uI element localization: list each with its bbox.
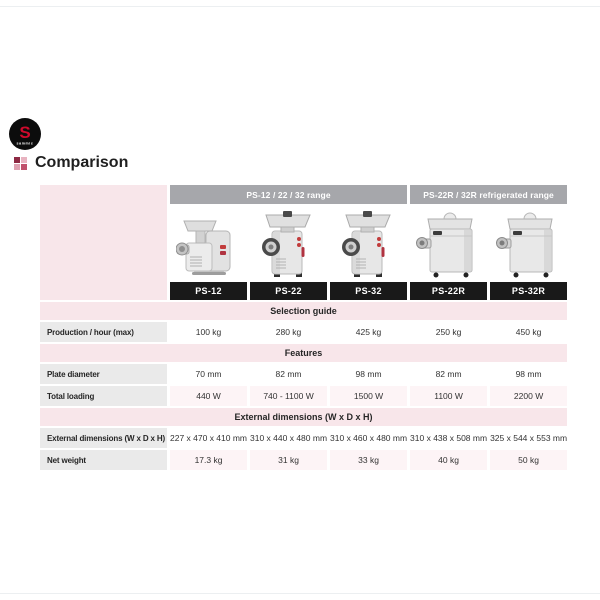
row-value: 50 kg bbox=[490, 450, 567, 470]
row-value: 1100 W bbox=[410, 386, 487, 406]
product-name-plate-ps-32: PS-32 bbox=[330, 282, 407, 300]
product-name-plate-ps-22r: PS-22R bbox=[410, 282, 487, 300]
row-value: 280 kg bbox=[250, 322, 327, 342]
product-image-ps-22 bbox=[250, 206, 327, 280]
upright-meat-grinder-illustration bbox=[256, 209, 322, 279]
row-value: 2200 W bbox=[490, 386, 567, 406]
range-header-0: PS-12 / 22 / 32 range bbox=[170, 185, 407, 204]
row-value: 310 x 438 x 508 mm bbox=[410, 428, 487, 448]
row-value: 98 mm bbox=[490, 364, 567, 384]
product-name-plate-ps-22: PS-22 bbox=[250, 282, 327, 300]
product-name-plate-ps-32r: PS-32R bbox=[490, 282, 567, 300]
row-value: 31 kg bbox=[250, 450, 327, 470]
row-value: 17.3 kg bbox=[170, 450, 247, 470]
section-header-1: Features bbox=[40, 344, 567, 362]
row-value: 70 mm bbox=[170, 364, 247, 384]
refrigerated-meat-grinder-illustration bbox=[416, 209, 482, 279]
row-value: 740 - 1100 W bbox=[250, 386, 327, 406]
logo-monogram: S bbox=[19, 123, 31, 142]
row-value: 450 kg bbox=[490, 322, 567, 342]
top-divider bbox=[0, 6, 600, 7]
upright-meat-grinder-illustration bbox=[336, 209, 402, 279]
range-header-1: PS-22R / 32R refrigerated range bbox=[410, 185, 567, 204]
row-value: 310 x 460 x 480 mm bbox=[330, 428, 407, 448]
row-label: Total loading bbox=[40, 386, 167, 406]
section-header-2: External dimensions (W x D x H) bbox=[40, 408, 567, 426]
row-value: 310 x 440 x 480 mm bbox=[250, 428, 327, 448]
row-label: Net weight bbox=[40, 450, 167, 470]
page-heading bbox=[14, 154, 128, 172]
row-value: 440 W bbox=[170, 386, 247, 406]
logo-brand-text: sammic bbox=[16, 141, 34, 146]
row-value: 82 mm bbox=[250, 364, 327, 384]
bottom-divider bbox=[0, 593, 600, 594]
row-value: 325 x 544 x 553 mm bbox=[490, 428, 567, 448]
row-label: External dimensions (W x D x H) bbox=[40, 428, 167, 448]
page-title: Comparison bbox=[35, 154, 129, 171]
section-header-0: Selection guide bbox=[40, 302, 567, 320]
table-corner bbox=[40, 185, 167, 300]
product-image-ps-32 bbox=[330, 206, 407, 280]
product-name-plate-ps-12: PS-12 bbox=[170, 282, 247, 300]
row-value: 425 kg bbox=[330, 322, 407, 342]
grid-bullet-icon bbox=[14, 157, 27, 170]
row-value: 33 kg bbox=[330, 450, 407, 470]
row-value: 100 kg bbox=[170, 322, 247, 342]
row-label: Plate diameter bbox=[40, 364, 167, 384]
row-value: 250 kg bbox=[410, 322, 487, 342]
row-value: 98 mm bbox=[330, 364, 407, 384]
row-value: 40 kg bbox=[410, 450, 487, 470]
row-value: 227 x 470 x 410 mm bbox=[170, 428, 247, 448]
sammic-logo bbox=[8, 117, 42, 151]
refrigerated-meat-grinder-illustration bbox=[496, 209, 562, 279]
product-image-ps-12 bbox=[170, 206, 247, 280]
comparison-table bbox=[40, 185, 568, 470]
row-value: 82 mm bbox=[410, 364, 487, 384]
product-image-ps-32r bbox=[490, 206, 567, 280]
sammic-logo-icon bbox=[8, 117, 42, 151]
product-image-ps-22r bbox=[410, 206, 487, 280]
row-label: Production / hour (max) bbox=[40, 322, 167, 342]
row-value: 1500 W bbox=[330, 386, 407, 406]
compact-meat-grinder-illustration bbox=[176, 209, 242, 279]
